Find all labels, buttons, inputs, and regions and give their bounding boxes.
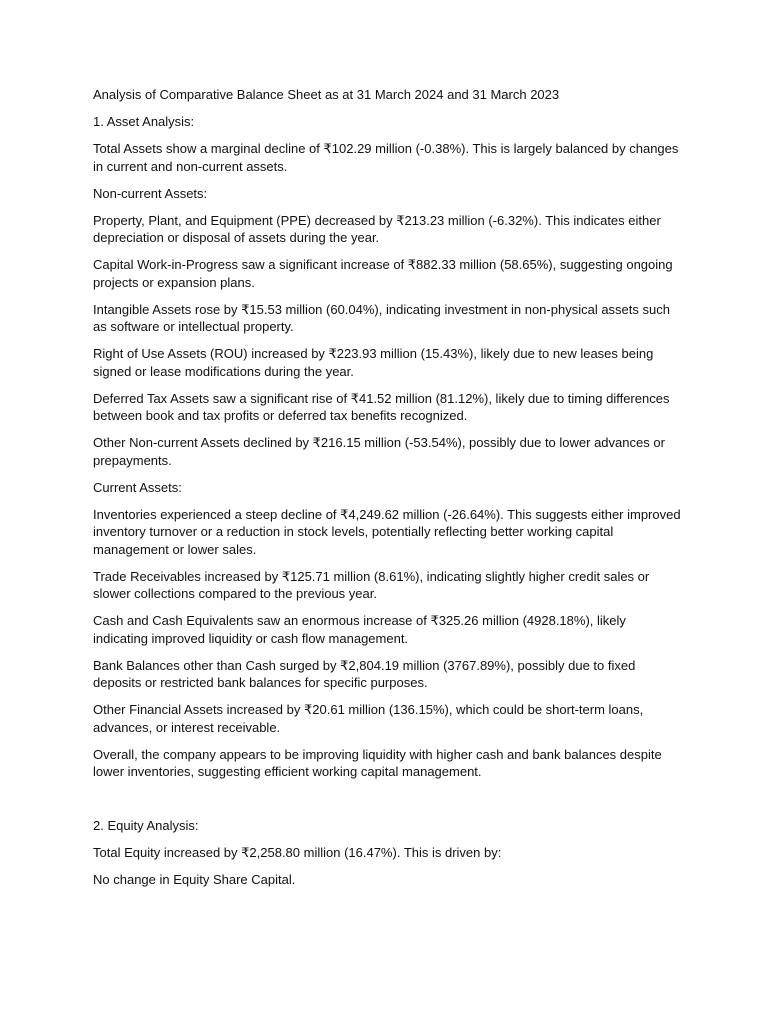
- paragraph-trade-receivables: Trade Receivables increased by ₹125.71 million (8.61%), indicating slightly higher credit sales or slower collections compared to the previous year.: [93, 568, 650, 601]
- paragraph-deferred-tax-assets: Deferred Tax Assets saw a significant rise of ₹41.52 million (81.12%), likely due to timing differences between book and tax profits or deferred tax benefits recognized.: [93, 390, 670, 423]
- paragraph-share-capital: No change in Equity Share Capital.: [93, 872, 296, 887]
- paragraph-total-equity: Total Equity increased by ₹2,258.80 million (16.47%). This is driven by:: [93, 845, 502, 860]
- paragraph-cash-equivalents: Cash and Cash Equivalents saw an enormous increase of ₹325.26 million (4928.18%), likely indicating improved liquidity or cash flow management.: [93, 613, 626, 646]
- paragraph-inventories: Inventories experienced a steep decline of ₹4,249.62 million (-26.64%). This suggests either improved inventory turnover or a reduction in stock levels, potentially reflecting better working capital management or lower sales.: [93, 506, 681, 557]
- paragraph-bank-balances: Bank Balances other than Cash surged by ₹2,804.19 million (3767.89%), possibly due to fixed deposits or restricted bank balances for specific purposes.: [93, 657, 636, 690]
- blank-line: [93, 790, 683, 808]
- paragraph-other-non-current-assets: Other Non-current Assets declined by ₹216.15 million (-53.54%), possibly due to lower advances or prepayments.: [93, 435, 665, 468]
- section-heading-asset-analysis: 1. Asset Analysis:: [93, 114, 195, 129]
- subheading-non-current-assets: Non-current Assets:: [93, 185, 208, 201]
- paragraph-other-financial-assets: Other Financial Assets increased by ₹20.61 million (136.15%), which could be short-term loans, advances, or interest receivable.: [93, 702, 644, 735]
- section-heading-equity-analysis: 2. Equity Analysis:: [93, 818, 199, 833]
- paragraph-intangible-assets: Intangible Assets rose by ₹15.53 million (60.04%), indicating investment in non-physical assets such as software or intellectual property.: [93, 301, 670, 334]
- document-body: [93, 86, 683, 898]
- paragraph-overall-summary: Overall, the company appears to be improving liquidity with higher cash and bank balances despite lower inventories, suggesting efficient working capital management.: [93, 746, 662, 779]
- paragraph-ppe: Property, Plant, and Equipment (PPE) decreased by ₹213.23 million (-6.32%). This indicates either depreciation or disposal of assets during the year.: [93, 212, 661, 245]
- paragraph-right-of-use-assets: Right of Use Assets (ROU) increased by ₹223.93 million (15.43%), likely due to new leases being signed or lease modifications during the year.: [93, 346, 654, 379]
- paragraph-total-assets: Total Assets show a marginal decline of ₹102.29 million (-0.38%). This is largely balanced by changes in current and non-current assets.: [93, 141, 679, 174]
- paragraph-cwip: Capital Work-in-Progress saw a significant increase of ₹882.33 million (58.65%), suggesting ongoing projects or expansion plans.: [93, 257, 673, 290]
- document-title: Analysis of Comparative Balance Sheet as at 31 March 2024 and 31 March 2023: [93, 87, 560, 102]
- subheading-current-assets: Current Assets:: [93, 479, 182, 495]
